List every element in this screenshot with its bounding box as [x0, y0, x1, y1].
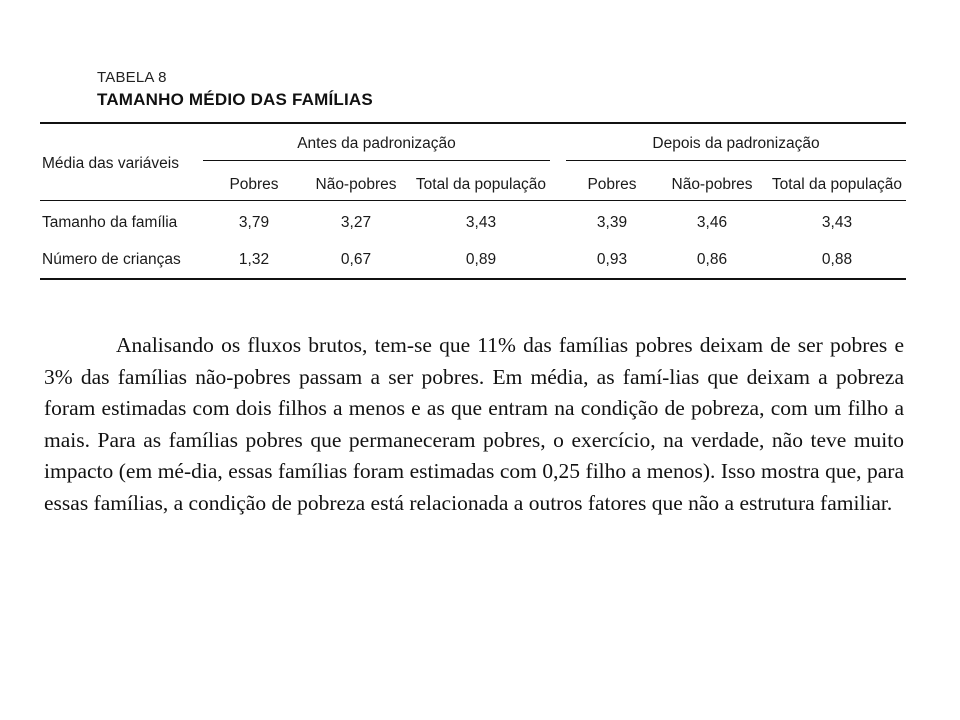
column-header: Total da população	[415, 176, 547, 193]
table-title: TAMANHO MÉDIO DAS FAMÍLIAS	[97, 90, 373, 109]
table-top-rule	[40, 122, 906, 124]
row-label: Tamanho da família	[42, 214, 178, 231]
table-bottom-rule	[40, 278, 906, 280]
column-header: Pobres	[229, 176, 279, 193]
table-cell: 3,43	[465, 214, 497, 231]
column-header: Não-pobres	[315, 176, 397, 193]
group-rule-after	[566, 160, 906, 161]
table-cell: 3,43	[821, 214, 853, 231]
column-header: Não-pobres	[671, 176, 753, 193]
table-cell: 0,86	[696, 251, 728, 268]
row-label: Número de crianças	[42, 251, 181, 268]
table-cell: 1,32	[238, 251, 270, 268]
table-cell: 3,79	[238, 214, 270, 231]
row-header-label: Média das variáveis	[42, 155, 179, 172]
table-cell: 0,88	[821, 251, 853, 268]
table-cell: 3,46	[696, 214, 728, 231]
table-cell: 0,93	[596, 251, 628, 268]
table-cell: 3,27	[340, 214, 372, 231]
table-cell: 3,39	[596, 214, 628, 231]
group-rule-before	[203, 160, 550, 161]
header-bottom-rule	[40, 200, 906, 201]
body-paragraph: Analisando os fluxos brutos, tem-se que 11% das famílias pobres deixam de ser pobres e 3% das famílias não-pobres passam a ser pobres. Em média, as famí-lias que deixam a pobreza foram estimadas com dois filhos a menos e as que entram na condição de pobreza, com um filho a mais. Para as famílias pobres que permaneceram pobres, o exercício, na verdade, não teve muito impacto (em mé-dia, essas famílias foram estimadas com 0,25 filho a menos). Isso mostra que, para essas famílias, a condição de pobreza está relacionada a outros fatores que não a estrutura familiar.	[44, 333, 904, 515]
table-cell: 0,89	[465, 251, 497, 268]
table-number: TABELA 8	[97, 69, 167, 86]
column-header: Total da população	[771, 176, 903, 193]
column-header: Pobres	[587, 176, 637, 193]
group-header-after: Depois da padronização	[652, 135, 820, 152]
table-cell: 0,67	[340, 251, 372, 268]
group-header-before: Antes da padronização	[297, 135, 456, 152]
